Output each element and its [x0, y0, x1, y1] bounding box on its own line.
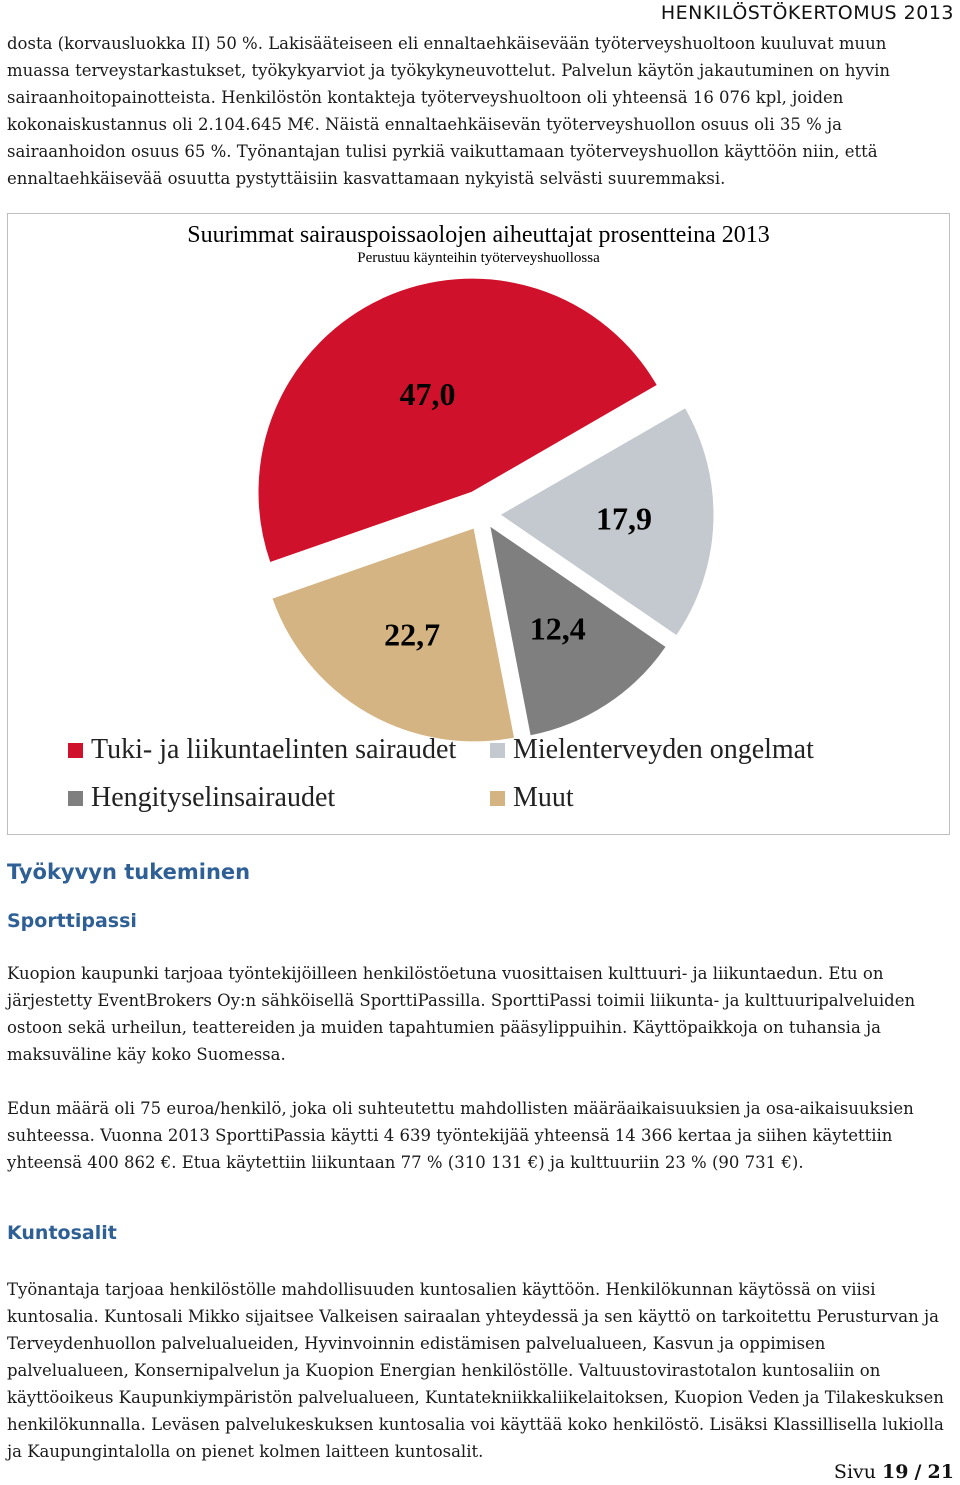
section-heading-tyokyvyn-tukeminen: Työkyvyn tukeminen	[7, 860, 251, 884]
legend-swatch-4	[490, 791, 505, 806]
legend-label-3: Hengityselinsairaudet	[91, 782, 336, 813]
legend-label-4: Muut	[513, 782, 574, 813]
kuntosalit-paragraph-1: Työnantaja tarjoaa henkilöstölle mahdollisuuden kuntosalien käyttöön. Henkilökunnan käytössä on viisi kuntosalia. Kuntosali Mikko sijaitsee Valkeisen sairaalan yhteydessä ja sen käyttö on tarkoitettu Perusturvan ja Terveydenhuollon palvelualueiden, Hyvinvoinnin edistämisen palvelualueen, Kasvun ja oppimisen palvelualueen, Konsernipalvelun ja Kuopion Energian henkilöstölle. Valtuustovirastotalon kuntosaliin on käyttöoikeus Kaupunkiympäristön palvelualueen, Kuntatekniikkaliikelaitoksen, Kuopion Veden ja Tilakeskuksen henkilökunnalla. Leväsen palvelukeskuksen kuntosalia voi käyttää koko henkilöstö. Lisäksi Klassillisella lukiolla ja Kaupungintalolla on pienet kolmen laitteen kuntosalit.	[7, 1280, 944, 1461]
page-number-prefix: Sivu	[833, 1461, 876, 1483]
section-heading-kuntosalit: Kuntosalit	[7, 1222, 117, 1244]
sporttipassi-paragraph-2: Edun määrä oli 75 euroa/henkilö, joka oli suhteutettu mahdollisten määräaikaisuuksien ja osa-aikaisuuksien suhteessa. Vuonna 2013 SporttiPassia käytti 4 639 työntekijää yhteensä 14 366 kertaa ja siihen käytettiin yhteensä 400 862 €. Etua käytettiin liikuntaan 77 % (310 131 €) ja kulttuuriin 23 % (90 731 €).	[7, 1099, 914, 1172]
legend-item-2	[490, 734, 814, 766]
pie-data-label-1: 47,0	[399, 375, 456, 412]
legend-swatch-3	[68, 791, 83, 806]
pie-data-label-2: 17,9	[596, 500, 653, 537]
page-number-total: 21	[927, 1461, 954, 1483]
legend-swatch-2	[490, 743, 505, 758]
page-number	[834, 1461, 954, 1483]
section-heading-sporttipassi: Sporttipassi	[7, 910, 137, 932]
chart-subtitle: Perustuu käynteihin työterveyshuollossa	[357, 250, 600, 266]
page-number-separator: /	[914, 1461, 922, 1483]
legend-swatch-1	[68, 743, 83, 758]
legend-label-1: Tuki- ja liikuntaelinten sairaudet	[91, 734, 457, 765]
chart-title: Suurimmat sairauspoissaolojen aiheuttajat prosentteina 2013	[187, 222, 770, 248]
legend-item-4	[490, 782, 574, 814]
intro-paragraph: dosta (korvausluokka II) 50 %. Lakisääteiseen eli ennaltaehkäisevään työterveyshuoltoon kuuluvat muun muassa terveystarkastukset, työkykyarviot ja työkykyneuvottelut. Palvelun käytön jakautuminen on hyvin sairaanhoitopainotteista. Henkilöstön kontakteja työterveyshuoltoon oli yhteensä 16 076 kpl, joiden kokonaiskustannus oli 2.104.645 M€. Näistä ennaltaehkäisevän työterveyshuollon osuus oli 35 % ja sairaanhoidon osuus 65 %. Työnantajan tulisi pyrkiä vaikuttamaan työterveyshuollon käyttöön niin, että ennaltaehkäisevää osuutta pystyttäisiin kasvattamaan nykyistä selvästi suuremmaksi.	[7, 34, 891, 188]
pie-data-label-3: 12,4	[529, 610, 586, 647]
sporttipassi-paragraph-1: Kuopion kaupunki tarjoaa työntekijöilleen henkilöstöetuna vuosittaisen kulttuuri- ja liikuntaedun. Etu on järjestetty EventBrokers Oy:n sähköisellä SporttiPassilla. SporttiPassi toimii liikunta- ja kulttuuripalveluiden ostoon sekä urheilun, teattereiden ja muiden tapahtumien pääsylippuihin. Käyttöpaikkoja on tuhansia ja maksuväline käy koko Suomessa.	[7, 964, 916, 1064]
legend-item-1	[68, 734, 456, 766]
document-header-title: HENKILÖSTÖKERTOMUS 2013	[660, 2, 954, 24]
pie-chart-container	[7, 213, 950, 835]
legend-item-3	[68, 782, 335, 814]
page-number-current: 19	[882, 1461, 909, 1483]
pie-data-label-4: 22,7	[384, 616, 441, 653]
legend-label-2: Mielenterveyden ongelmat	[513, 734, 814, 765]
